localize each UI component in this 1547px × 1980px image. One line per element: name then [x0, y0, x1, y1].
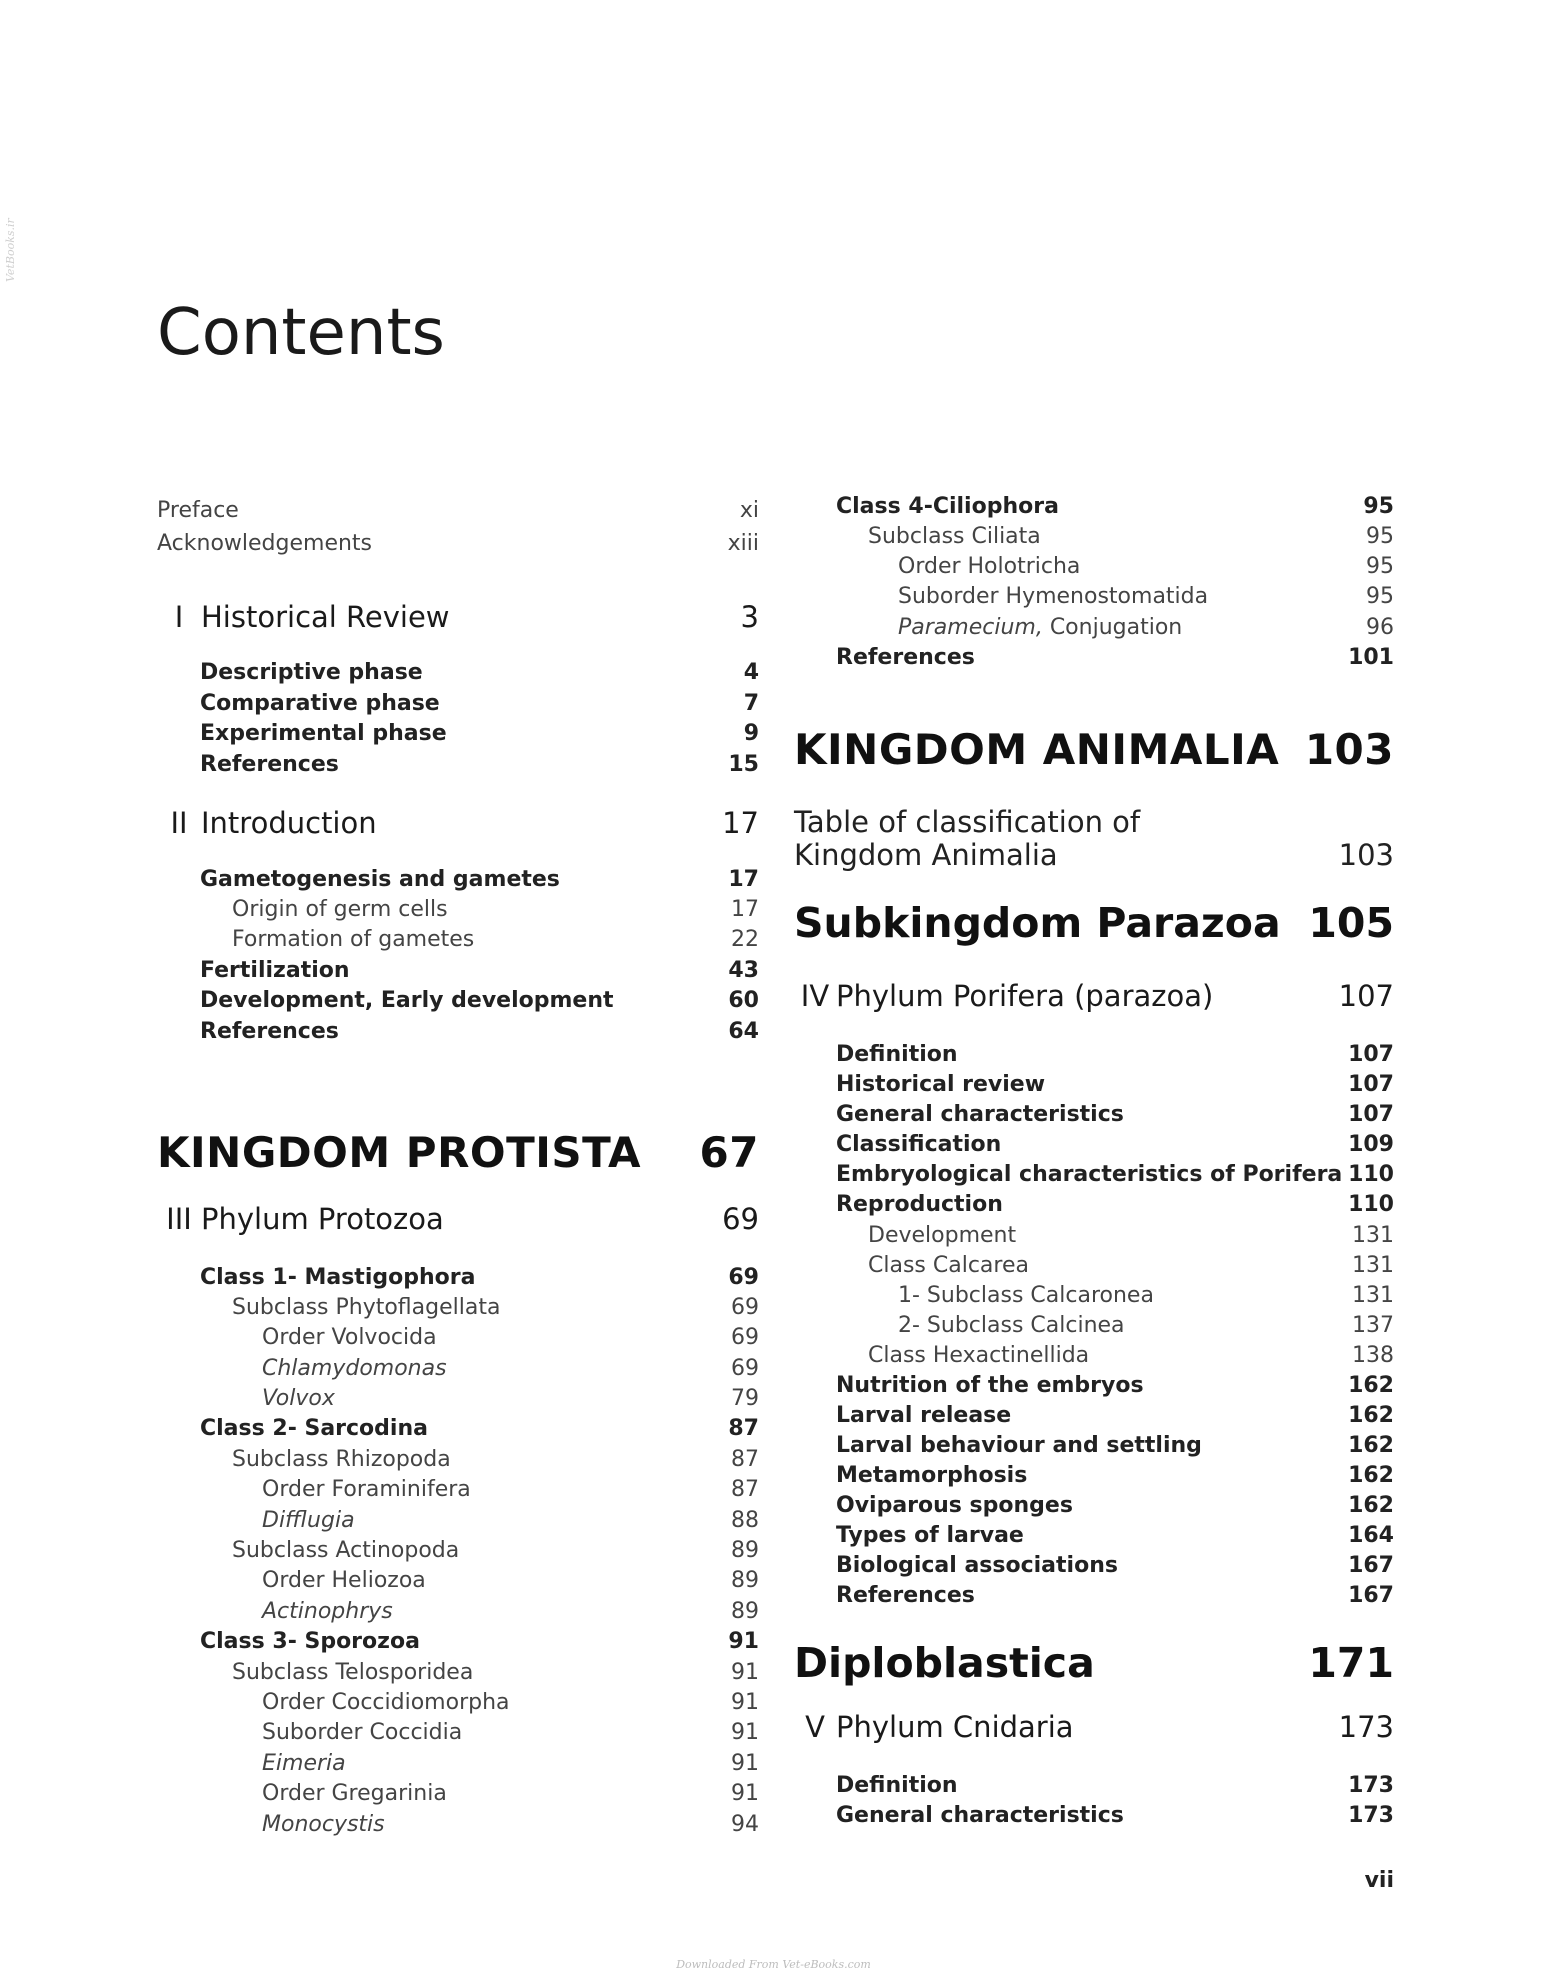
toc-entry-page: 88 [731, 1508, 759, 1533]
page-number: vii [1364, 1868, 1394, 1893]
toc-entry-page: 91 [731, 1781, 759, 1806]
toc-entry-page: 162 [1348, 1373, 1394, 1398]
toc-entry-label: References [836, 1583, 975, 1608]
toc-entry-label: Phylum Cnidaria [836, 1710, 1074, 1744]
toc-entry-label-rest: Conjugation [1042, 615, 1183, 640]
download-footer: Downloaded From Vet-eBooks.com [676, 1958, 871, 1971]
toc-entry-label: Suborder Coccidia [262, 1720, 463, 1745]
toc-entry-label: KINGDOM ANIMALIA [794, 725, 1280, 774]
toc-entry-label: Fertilization [200, 958, 350, 983]
toc-entry-page: 69 [731, 1325, 759, 1350]
toc-entry-page: 105 [1308, 899, 1394, 947]
toc-entry-page: 162 [1348, 1433, 1394, 1458]
toc-entry-page: 69 [722, 1202, 759, 1236]
toc-entry-page: xiii [727, 531, 759, 556]
toc-entry-page: 167 [1348, 1553, 1394, 1578]
toc-entry-page: 101 [1348, 645, 1394, 670]
toc-entry-page: 17 [731, 897, 759, 922]
toc-entry [157, 1447, 759, 1472]
toc-entry-page: 67 [699, 1128, 759, 1177]
toc-entry-label: Reproduction [836, 1192, 1003, 1217]
toc-entry-label: Biological associations [836, 1553, 1118, 1578]
toc-entry-page: 94 [731, 1812, 759, 1837]
toc-entry [157, 1265, 759, 1290]
toc-entry-label: References [200, 752, 339, 777]
toc-entry-label: Class Calcarea [868, 1253, 1029, 1278]
toc-entry-label: Larval behaviour and settling [836, 1433, 1202, 1458]
toc-entry-page: 162 [1348, 1493, 1394, 1518]
toc-entry [794, 725, 1394, 774]
toc-entry-label: Difflugia [262, 1508, 355, 1533]
toc-entry-label: Class 3- Sporozoa [200, 1629, 420, 1654]
toc-entry [794, 899, 1394, 947]
toc-entry-page: 164 [1348, 1523, 1394, 1548]
toc-entry-page: 107 [1338, 979, 1394, 1013]
toc-entry [157, 1202, 759, 1236]
toc-entry-page: 64 [728, 1019, 759, 1044]
toc-entry [157, 1295, 759, 1320]
toc-entry [157, 1720, 759, 1745]
toc-entry-page: 91 [731, 1660, 759, 1685]
toc-entry-label: Oviparous sponges [836, 1493, 1073, 1518]
toc-entry [794, 1433, 1394, 1458]
toc-entry-page: 17 [722, 806, 759, 840]
toc-entry [157, 1538, 759, 1563]
toc-entry [794, 1553, 1394, 1578]
toc-entry-label: Definition [836, 1042, 958, 1067]
toc-entry-label: Definition [836, 1773, 958, 1798]
toc-entry-label: Classification [836, 1132, 1002, 1157]
toc-entry-label: Subclass Phytoflagellata [232, 1295, 501, 1320]
toc-entry-page: 91 [728, 1629, 759, 1654]
chapter-number: III [166, 1202, 192, 1236]
toc-entry-page: 69 [731, 1356, 759, 1381]
toc-entry-label: Development, Early development [200, 988, 614, 1013]
toc-entry [157, 927, 759, 952]
toc-entry [157, 600, 759, 634]
toc-entry [794, 1102, 1394, 1127]
toc-entry-label: Gametogenesis and gametes [200, 867, 560, 892]
toc-entry-label: Origin of germ cells [232, 897, 448, 922]
toc-entry [157, 1508, 759, 1533]
toc-entry-label: Development [868, 1223, 1017, 1248]
toc-entry-page: 171 [1308, 1639, 1394, 1687]
toc-entry-label: 1- Subclass Calcaronea [898, 1283, 1154, 1308]
toc-entry-page: 96 [1366, 615, 1394, 640]
chapter-number: I [174, 600, 184, 634]
toc-entry [794, 645, 1394, 670]
toc-entry-page: 95 [1366, 554, 1394, 579]
toc-entry-page: 9 [743, 721, 759, 746]
toc-entry [794, 494, 1394, 519]
chapter-number: V [805, 1710, 825, 1744]
chapter-number: II [170, 806, 188, 840]
toc-entry [794, 1773, 1394, 1798]
toc-entry [157, 721, 759, 746]
toc-entry-label [794, 615, 1366, 640]
toc-entry-label: 2- Subclass Calcinea [898, 1313, 1125, 1338]
toc-entry-label: Order Heliozoa [262, 1568, 426, 1593]
toc-entry-label: Historical Review [201, 600, 450, 634]
toc-entry [157, 1781, 759, 1806]
toc-entry [157, 691, 759, 716]
toc-entry-page: 95 [1366, 584, 1394, 609]
toc-entry [794, 1132, 1394, 1157]
toc-entry-label: Metamorphosis [836, 1463, 1028, 1488]
toc-entry [157, 752, 759, 777]
toc-entry [794, 1403, 1394, 1428]
toc-entry-page: 95 [1363, 494, 1394, 519]
toc-entry-page: 162 [1348, 1463, 1394, 1488]
toc-entry-page: 87 [731, 1447, 759, 1472]
toc-entry-label: Suborder Hymenostomatida [898, 584, 1209, 609]
toc-entry-page: 89 [731, 1568, 759, 1593]
toc-entry [157, 1416, 759, 1441]
toc-entry-page: 131 [1352, 1253, 1394, 1278]
toc-entry-page: 173 [1348, 1773, 1394, 1798]
toc-entry-page: 15 [728, 752, 759, 777]
toc-entry [794, 1283, 1394, 1308]
toc-entry [794, 1253, 1394, 1278]
toc-entry-label: Actinophrys [262, 1599, 393, 1624]
toc-entry-label: Diploblastica [794, 1639, 1095, 1687]
toc-entry-page: 89 [731, 1599, 759, 1624]
page-title: Contents [157, 296, 445, 370]
toc-entry-label: Order Coccidiomorpha [262, 1690, 510, 1715]
toc-entry [794, 1192, 1394, 1217]
toc-entry-label: Experimental phase [200, 721, 447, 746]
toc-entry [157, 1019, 759, 1044]
toc-entry-page: 131 [1352, 1283, 1394, 1308]
toc-entry [794, 1223, 1394, 1248]
toc-entry-label: Order Foraminifera [262, 1477, 471, 1502]
toc-entry-page: 79 [731, 1386, 759, 1411]
toc-entry [794, 1343, 1394, 1368]
toc-entry [157, 958, 759, 983]
toc-entry-label: Types of larvae [836, 1523, 1024, 1548]
toc-entry-label: Class Hexactinellida [868, 1343, 1090, 1368]
toc-entry-label: Class 4-Ciliophora [836, 494, 1059, 519]
toc-entry-label: Subclass Rhizopoda [232, 1447, 451, 1472]
toc-entry-label: Chlamydomonas [262, 1356, 447, 1381]
toc-entry [794, 1583, 1394, 1608]
toc-entry-page: 91 [731, 1690, 759, 1715]
toc-entry-page: 103 [1304, 725, 1394, 774]
side-watermark: VetBooks.ir [4, 218, 17, 282]
toc-entry [794, 1463, 1394, 1488]
toc-entry [157, 867, 759, 892]
toc-entry [794, 979, 1394, 1013]
toc-entry [157, 531, 759, 556]
chapter-number: IV [800, 979, 830, 1013]
toc-entry [794, 1710, 1394, 1744]
toc-entry [794, 805, 1394, 839]
toc-entry [157, 1690, 759, 1715]
toc-entry [157, 1629, 759, 1654]
toc-entry-page: 167 [1348, 1583, 1394, 1608]
toc-entry-label: Comparative phase [200, 691, 440, 716]
toc-entry [794, 584, 1394, 609]
toc-entry-label: Historical review [836, 1072, 1046, 1097]
toc-entry-label: Volvox [262, 1386, 335, 1411]
toc-entry [157, 498, 759, 523]
toc-entry [794, 1639, 1394, 1687]
toc-entry-page: 87 [728, 1416, 759, 1441]
toc-entry-label: References [200, 1019, 339, 1044]
toc-entry [794, 615, 1394, 640]
toc-entry-label: General characteristics [836, 1102, 1124, 1127]
toc-entry-page: 87 [731, 1477, 759, 1502]
toc-entry [794, 554, 1394, 579]
toc-entry [794, 1373, 1394, 1398]
toc-entry-page: 69 [728, 1265, 759, 1290]
toc-entry [157, 897, 759, 922]
toc-entry-page: 137 [1352, 1313, 1394, 1338]
toc-entry [157, 1660, 759, 1685]
toc-entry-label: Class 2- Sarcodina [200, 1416, 428, 1441]
toc-entry [794, 1313, 1394, 1338]
toc-entry-label: Order Volvocida [262, 1325, 437, 1350]
toc-entry [794, 1493, 1394, 1518]
toc-entry-label: Phylum Protozoa [201, 1202, 444, 1236]
toc-entry [157, 1128, 759, 1177]
toc-entry-label: Class 1- Mastigophora [200, 1265, 476, 1290]
toc-entry-label: Preface [157, 498, 239, 523]
toc-entry [157, 1477, 759, 1502]
toc-entry [794, 1042, 1394, 1067]
toc-entry-label: Subclass Telosporidea [232, 1660, 474, 1685]
toc-entry-page: 7 [743, 691, 759, 716]
toc-entry-label: Acknowledgements [157, 531, 373, 556]
toc-entry-label: Order Gregarinia [262, 1781, 447, 1806]
toc-entry-page: 107 [1348, 1042, 1394, 1067]
toc-entry [157, 1599, 759, 1624]
toc-entry [157, 1356, 759, 1381]
toc-entry [794, 1162, 1394, 1187]
toc-entry-label: Formation of gametes [232, 927, 475, 952]
toc-entry-page: 103 [1338, 838, 1394, 872]
toc-entry-page: 3 [740, 600, 759, 634]
toc-entry [794, 1072, 1394, 1097]
toc-entry-label: Nutrition of the embryos [836, 1373, 1144, 1398]
toc-entry-label: Descriptive phase [200, 660, 423, 685]
toc-entry-page: 173 [1348, 1803, 1394, 1828]
toc-entry-label-italic: Paramecium, [898, 615, 1043, 640]
toc-entry-page: 89 [731, 1538, 759, 1563]
toc-entry-label: Phylum Porifera (parazoa) [836, 979, 1214, 1013]
toc-entry-label: Embryological characteristics of Porifera [836, 1162, 1343, 1187]
toc-entry-page: 138 [1352, 1343, 1394, 1368]
toc-entry-label: Introduction [201, 806, 377, 840]
toc-entry-page: 91 [731, 1751, 759, 1776]
toc-entry-label: General characteristics [836, 1803, 1124, 1828]
toc-entry [157, 1812, 759, 1837]
toc-entry-page: 173 [1338, 1710, 1394, 1744]
toc-entry [157, 1568, 759, 1593]
toc-entry-page: xi [739, 498, 759, 523]
toc-entry-label: Subclass Ciliata [868, 524, 1041, 549]
toc-entry-page: 22 [731, 927, 759, 952]
toc-entry-label: Eimeria [262, 1751, 346, 1776]
toc-entry-label: Larval release [836, 1403, 1012, 1428]
toc-entry-label: Table of classification of [794, 805, 1141, 839]
toc-entry-label: Kingdom Animalia [794, 838, 1058, 872]
toc-entry-page: 4 [743, 660, 759, 685]
toc-entry [794, 524, 1394, 549]
toc-entry-label: References [836, 645, 975, 670]
toc-entry [157, 660, 759, 685]
toc-entry [794, 1803, 1394, 1828]
toc-entry-page: 95 [1366, 524, 1394, 549]
toc-entry [157, 1751, 759, 1776]
toc-entry-page: 17 [728, 867, 759, 892]
toc-entry-page: 60 [728, 988, 759, 1013]
toc-entry-page: 110 [1348, 1192, 1394, 1217]
toc-entry-page: 91 [731, 1720, 759, 1745]
toc-entry-label: Order Holotricha [898, 554, 1081, 579]
toc-entry-page: 110 [1348, 1162, 1394, 1187]
toc-entry-page: 69 [731, 1295, 759, 1320]
toc-entry [157, 988, 759, 1013]
toc-entry-label: Monocystis [262, 1812, 385, 1837]
toc-entry-label: KINGDOM PROTISTA [157, 1128, 642, 1177]
toc-entry [157, 806, 759, 840]
toc-entry-page: 162 [1348, 1403, 1394, 1428]
toc-entry-label: Subclass Actinopoda [232, 1538, 460, 1563]
toc-entry-page: 131 [1352, 1223, 1394, 1248]
toc-entry-page: 43 [728, 958, 759, 983]
toc-entry [157, 1386, 759, 1411]
toc-entry [157, 1325, 759, 1350]
toc-entry-label: Subkingdom Parazoa [794, 899, 1281, 947]
toc-entry-page: 107 [1348, 1102, 1394, 1127]
toc-entry [794, 1523, 1394, 1548]
toc-entry-page: 109 [1348, 1132, 1394, 1157]
toc-entry-page: 107 [1348, 1072, 1394, 1097]
toc-entry [794, 838, 1394, 872]
